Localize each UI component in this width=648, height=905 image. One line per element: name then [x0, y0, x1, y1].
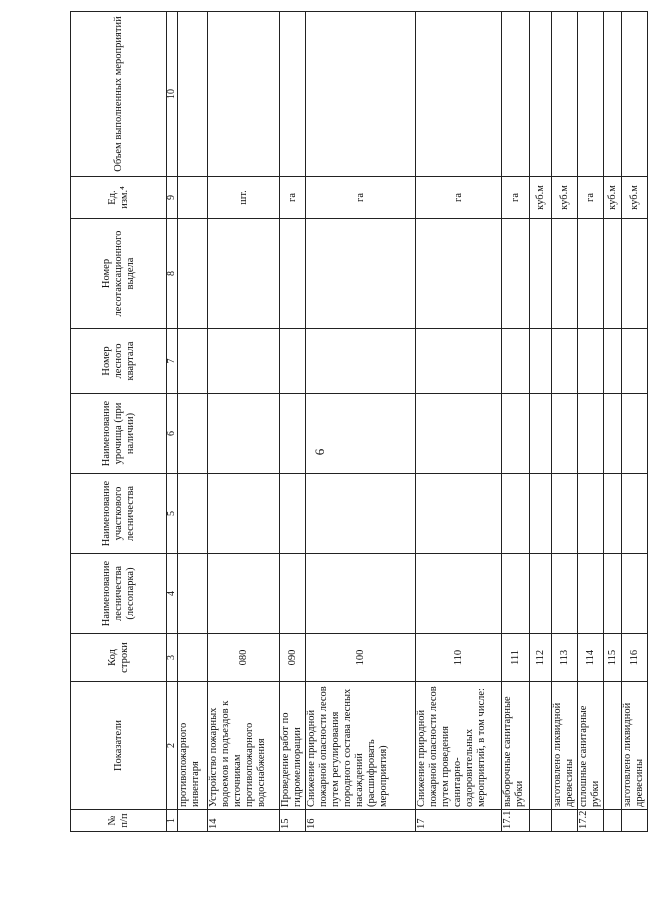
row-indicator	[604, 682, 622, 810]
header-cell: Номер лесотаксационного выдела	[71, 219, 167, 329]
row-unit: га	[416, 177, 502, 219]
row-code: 112	[530, 634, 552, 682]
row-indicator: противопожарного инвентаря	[178, 682, 208, 810]
table-row	[178, 12, 208, 832]
column-number: 5	[167, 474, 178, 554]
row-code: 100	[306, 634, 416, 682]
row-unit: га	[578, 177, 604, 219]
row-code: 115	[604, 634, 622, 682]
column-number: 2	[167, 682, 178, 810]
table-row	[552, 12, 578, 832]
rotated-table-container	[70, 12, 645, 832]
row-unit: куб.м	[530, 177, 552, 219]
column-number: 7	[167, 329, 178, 394]
table-row	[578, 12, 604, 832]
row-unit	[178, 177, 208, 219]
row-unit: га	[280, 177, 306, 219]
row-number: 17	[416, 810, 502, 832]
row-number	[530, 810, 552, 832]
column-number: 3	[167, 634, 178, 682]
table-row	[416, 12, 502, 832]
table-row	[530, 12, 552, 832]
row-indicator: выборочные санитарные рубки	[502, 682, 530, 810]
header-cell: № п/п	[71, 810, 167, 832]
row-number: 15	[280, 810, 306, 832]
header-cell: Код строки	[71, 634, 167, 682]
row-indicator	[530, 682, 552, 810]
row-indicator: заготовлено ликвидной древесины	[622, 682, 648, 810]
row-number: 14	[208, 810, 280, 832]
row-indicator: заготовлено ликвидной древесины	[552, 682, 578, 810]
page-number: 6	[312, 448, 327, 456]
table-row	[502, 12, 530, 832]
report-table	[70, 11, 648, 832]
row-number: 17.1	[502, 810, 530, 832]
row-number: 16	[306, 810, 416, 832]
table-row	[306, 12, 416, 832]
row-code	[178, 634, 208, 682]
row-unit: куб.м	[604, 177, 622, 219]
row-unit: куб.м	[552, 177, 578, 219]
header-cell: Номер лесного квартала	[71, 329, 167, 394]
row-indicator: Снижение природной пожарной опасности лесов путем проведения санитарно-оздоровительных мероприятий, в том числе:	[416, 682, 502, 810]
column-number: 1	[167, 810, 178, 832]
table-row	[280, 12, 306, 832]
row-indicator: Снижение природной пожарной опасности лесов путем регулирования породного состава лесных насаждений (расшифровать мероприятия)	[306, 682, 416, 810]
row-number	[604, 810, 622, 832]
column-number: 8	[167, 219, 178, 329]
table-row	[604, 12, 622, 832]
row-unit: куб.м	[622, 177, 648, 219]
row-indicator: сплошные санитарные рубки	[578, 682, 604, 810]
table-header-row	[71, 12, 167, 832]
row-code: 090	[280, 634, 306, 682]
row-unit: га	[306, 177, 416, 219]
row-indicator: Устройство пожарных водоемов и подъездов к источникам противопожарного водоснабжения	[208, 682, 280, 810]
table-row	[622, 12, 648, 832]
row-code: 080	[208, 634, 280, 682]
table-row	[208, 12, 280, 832]
column-number: 9	[167, 177, 178, 219]
header-cell: Объем выполненных мероприятий	[71, 12, 167, 177]
column-number: 10	[167, 12, 178, 177]
header-cell: Ед. изм.⁴	[71, 177, 167, 219]
header-cell: Наименование урочища (при наличии)	[71, 394, 167, 474]
row-number	[552, 810, 578, 832]
column-number: 6	[167, 394, 178, 474]
row-unit: га	[502, 177, 530, 219]
header-cell: Показатели	[71, 682, 167, 810]
row-code: 116	[622, 634, 648, 682]
row-indicator: Проведение работ по гидромелиорации	[280, 682, 306, 810]
row-unit: шт.	[208, 177, 280, 219]
column-number-row	[167, 12, 178, 832]
row-number	[622, 810, 648, 832]
row-code: 113	[552, 634, 578, 682]
row-number	[178, 810, 208, 832]
row-number: 17.2	[578, 810, 604, 832]
column-number: 4	[167, 554, 178, 634]
header-cell: Наименование лесничества (лесопарка)	[71, 554, 167, 634]
row-code: 111	[502, 634, 530, 682]
row-code: 114	[578, 634, 604, 682]
header-cell: Наименование участкового лесничества	[71, 474, 167, 554]
row-code: 110	[416, 634, 502, 682]
